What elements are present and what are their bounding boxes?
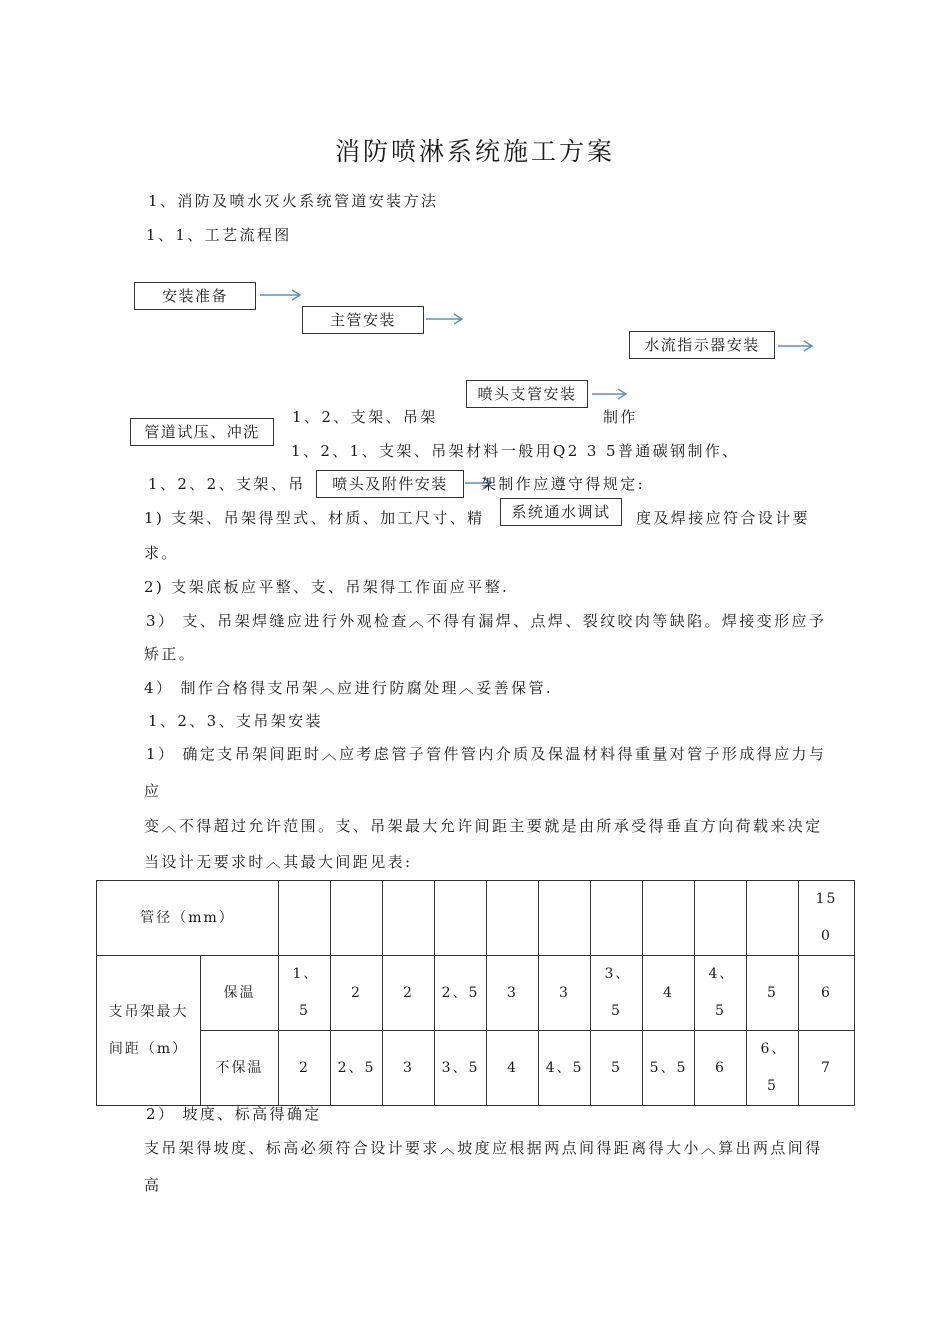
flow-step-commissioning: 系统通水调试 (500, 498, 622, 526)
section-1-2-3-heading: 1、2、3、支吊架安装 (148, 712, 324, 730)
section-1-heading: 1、消防及喷水灭火系统管道安装方法 (148, 192, 439, 210)
page-title: 消防喷淋系统施工方案 (334, 137, 615, 166)
para-1-b: 度及焊接应符合设计要 (636, 509, 811, 527)
table-cell: 2 (331, 956, 383, 1031)
para-q1-c: 变︿不得超过允许范围。支、吊架最大允许间距主要就是由所承受得垂直方向荷载来决定 (144, 817, 823, 835)
table-cell: 7 (799, 1031, 855, 1106)
flow-arrow-icon (260, 288, 304, 302)
section-1-2-2-text-b: 架制作应遵守得规定: (481, 475, 646, 493)
flow-step-pressure-test: 管道试压、冲洗 (130, 418, 274, 446)
table-cell: 3、5 (435, 1031, 487, 1106)
table-row-uninsulated (97, 1031, 855, 1106)
flow-step-main-pipe: 主管安装 (302, 306, 424, 334)
table-cell: 1、5 (292, 966, 320, 1019)
table-cell: 2 (383, 956, 435, 1031)
table-cell: 4 (643, 956, 695, 1031)
table-row-insulated (97, 956, 855, 1031)
flow-step-sprinkler-accessories: 喷头及附件安装 (316, 470, 464, 498)
table-cell: 6、5 (760, 1041, 788, 1094)
para-q2-b: 高 (144, 1176, 162, 1194)
table-cell: 6 (799, 956, 855, 1031)
section-1-2-heading-tail: 制作 (603, 408, 638, 426)
section-1-2-1-text: 1、2、1、支架、吊架材料一般用Q2 3 5普通碳钢制作、 (291, 442, 740, 460)
table-cell: 2 (279, 1031, 331, 1106)
table-cell: 4、5 (539, 1031, 591, 1106)
flow-arrow-icon (426, 312, 466, 326)
para-2: 2) 支架底板应平整、支、吊架得工作面应平整. (144, 578, 510, 596)
table-cell: 5、5 (643, 1031, 695, 1106)
para-3-b: 矫正。 (144, 645, 197, 663)
table-cell: 6 (695, 1031, 747, 1106)
para-q1-d: 当设计无要求时︿其最大间距见表: (144, 853, 413, 871)
flow-step-water-flow-indicator: 水流指示器安装 (629, 331, 775, 359)
table-header-last: 150 (815, 891, 838, 944)
para-q1-b: 应 (144, 782, 162, 800)
section-1-2-heading: 1、2、支架、吊架 (292, 408, 438, 426)
para-1-a: 1) 支架、吊架得型式、材质、加工尺寸、精 (144, 509, 485, 527)
table-cell: 5 (747, 956, 799, 1031)
section-1-1-heading: 1、1、工艺流程图 (146, 226, 292, 244)
para-q2-a: 支吊架得坡度、标高必须符合设计要求︿坡度应根据两点间得距离得大小︿算出两点间得 (144, 1139, 823, 1157)
table-cell: 2、5 (435, 956, 487, 1031)
support-spacing-table (96, 880, 855, 1106)
table-label-insulated: 保温 (201, 956, 279, 1031)
table-label-uninsulated: 不保温 (201, 1031, 279, 1106)
table-cell: 3 (383, 1031, 435, 1106)
flow-step-prepare: 安装准备 (134, 282, 256, 310)
para-q1-a: 1） 确定支吊架间距时︿应考虑管子管件管内介质及保温材料得重量对管子形成得应力与 (146, 745, 827, 763)
para-4: 4） 制作合格得支吊架︿应进行防腐处理︿妥善保管. (144, 679, 554, 697)
table-cell: 3、5 (604, 966, 632, 1019)
table-row-label: 支吊架最大间距（m） (97, 956, 201, 1106)
table-cell: 5 (591, 1031, 643, 1106)
flow-step-sprinkler-branch: 喷头支管安装 (466, 380, 588, 408)
table-cell: 4、5 (708, 966, 736, 1019)
table-cell: 4 (487, 1031, 539, 1106)
table-cell: 3 (487, 956, 539, 1031)
flow-arrow-icon (592, 387, 630, 401)
para-q2: 2） 坡度、标高得确定 (146, 1105, 322, 1123)
para-1-c: 求。 (144, 544, 179, 562)
table-cell: 2、5 (331, 1031, 383, 1106)
section-1-2-2-text-a: 1、2、2、支架、吊 (148, 475, 306, 493)
table-header-pipe-diameter: 管径（mm） (97, 881, 279, 956)
para-3-a: 3） 支、吊架焊缝应进行外观检查︿不得有漏焊、点焊、裂纹咬肉等缺陷。焊接变形应予 (146, 612, 827, 630)
flow-arrow-icon (778, 339, 816, 353)
table-cell: 3 (539, 956, 591, 1031)
